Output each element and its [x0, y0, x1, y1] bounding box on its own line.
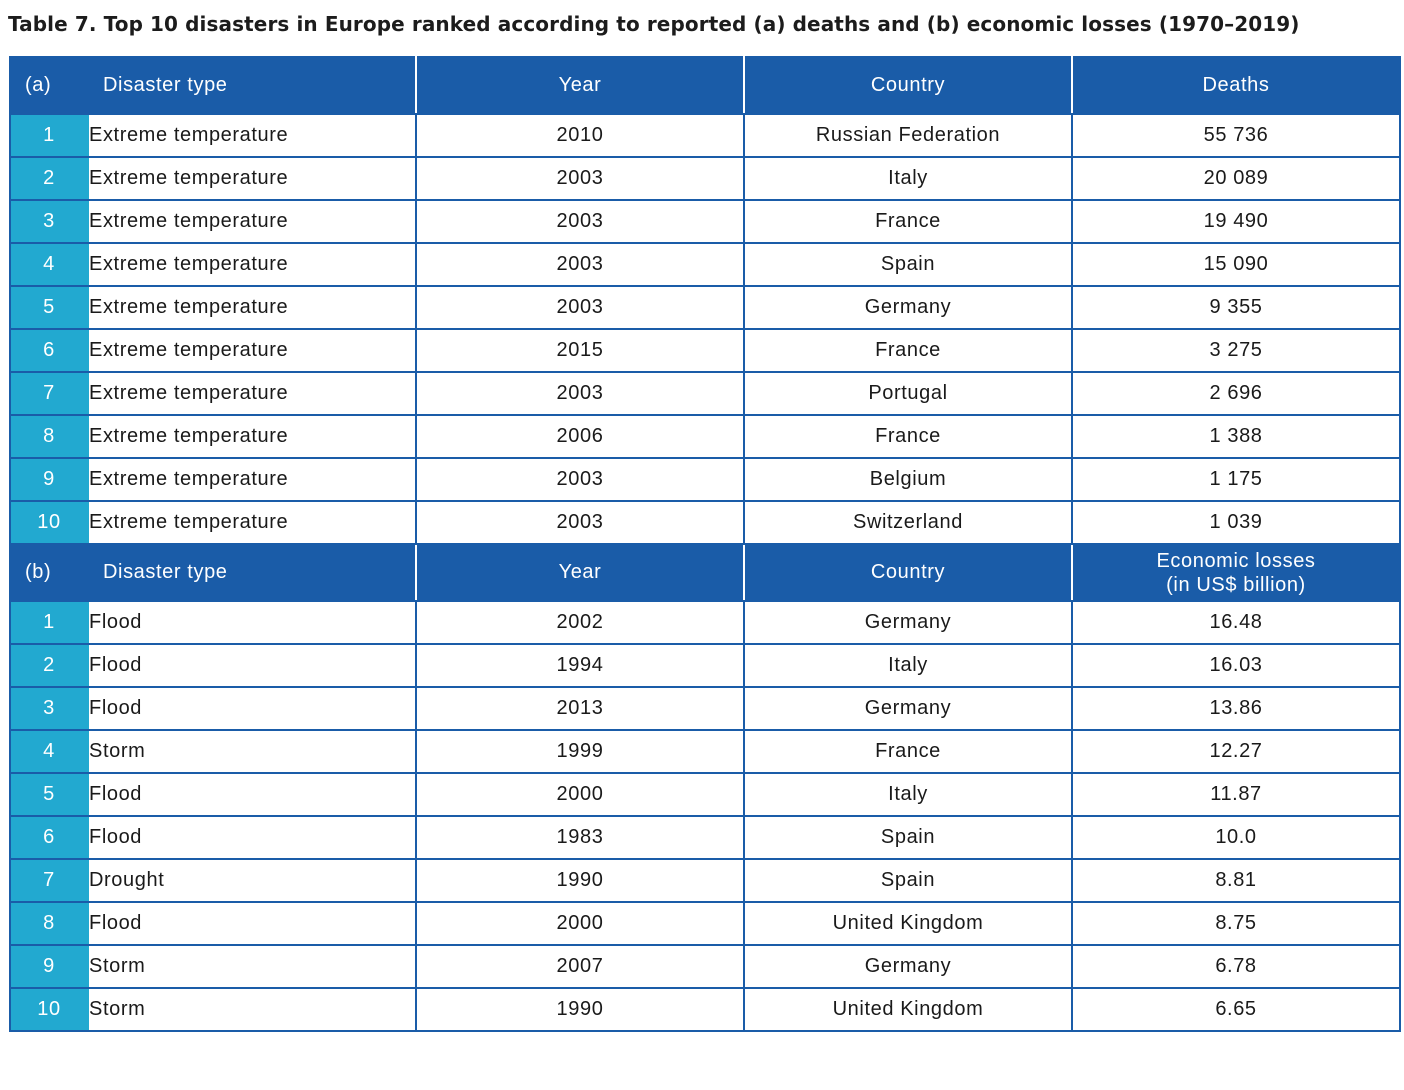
disaster-type-cell: Extreme temperature	[88, 372, 416, 415]
country-cell: France	[744, 415, 1072, 458]
header-economic-losses-line2: (in US$ billion)	[1166, 573, 1306, 596]
country-cell: Russian Federation	[744, 114, 1072, 157]
disaster-type-cell: Extreme temperature	[88, 200, 416, 243]
year-cell: 1983	[416, 816, 744, 859]
section-a-label: (a)	[10, 57, 88, 114]
disaster-type-cell: Flood	[88, 687, 416, 730]
year-cell: 2000	[416, 773, 744, 816]
country-cell: Spain	[744, 243, 1072, 286]
year-cell: 2003	[416, 458, 744, 501]
table-row	[10, 501, 1400, 544]
year-cell: 2003	[416, 243, 744, 286]
economic-losses-cell: 12.27	[1072, 730, 1400, 773]
year-cell: 2015	[416, 329, 744, 372]
header-disaster-type: Disaster type	[88, 544, 416, 601]
disaster-type-cell: Flood	[88, 902, 416, 945]
year-cell: 1994	[416, 644, 744, 687]
year-cell: 1999	[416, 730, 744, 773]
rank-cell: 4	[10, 730, 88, 773]
header-economic-losses-line1: Economic losses	[1156, 549, 1316, 572]
disaster-type-cell: Flood	[88, 816, 416, 859]
country-cell: Italy	[744, 644, 1072, 687]
section-a-body	[10, 57, 1400, 544]
country-cell: Germany	[744, 687, 1072, 730]
year-cell: 2002	[416, 601, 744, 644]
deaths-cell: 1 388	[1072, 415, 1400, 458]
disaster-type-cell: Extreme temperature	[88, 157, 416, 200]
table-row	[10, 730, 1400, 773]
header-country: Country	[744, 57, 1072, 114]
header-year: Year	[416, 544, 744, 601]
country-cell: Italy	[744, 157, 1072, 200]
table-title: Table 7. Top 10 disasters in Europe ranked according to reported (a) deaths and (b) economic losses (1970–2019)	[8, 12, 1300, 36]
rank-cell: 9	[10, 458, 88, 501]
year-cell: 1990	[416, 988, 744, 1031]
country-cell: Italy	[744, 773, 1072, 816]
disaster-type-cell: Drought	[88, 859, 416, 902]
table-row	[10, 644, 1400, 687]
table-row	[10, 816, 1400, 859]
disaster-type-cell: Extreme temperature	[88, 501, 416, 544]
deaths-cell: 9 355	[1072, 286, 1400, 329]
year-cell: 2003	[416, 157, 744, 200]
table-row	[10, 945, 1400, 988]
country-cell: Portugal	[744, 372, 1072, 415]
table-row	[10, 114, 1400, 157]
table-row	[10, 329, 1400, 372]
rank-cell: 4	[10, 243, 88, 286]
table-row	[10, 773, 1400, 816]
table-row	[10, 687, 1400, 730]
header-deaths: Deaths	[1072, 57, 1400, 114]
rank-cell: 2	[10, 644, 88, 687]
disasters-table	[9, 56, 1401, 1032]
country-cell: Switzerland	[744, 501, 1072, 544]
table-row	[10, 859, 1400, 902]
disaster-type-cell: Flood	[88, 644, 416, 687]
header-country: Country	[744, 544, 1072, 601]
disaster-type-cell: Storm	[88, 730, 416, 773]
deaths-cell: 19 490	[1072, 200, 1400, 243]
table-row	[10, 243, 1400, 286]
deaths-cell: 1 039	[1072, 501, 1400, 544]
rank-cell: 8	[10, 415, 88, 458]
table-row	[10, 458, 1400, 501]
economic-losses-cell: 11.87	[1072, 773, 1400, 816]
country-cell: United Kingdom	[744, 902, 1072, 945]
disaster-type-cell: Flood	[88, 601, 416, 644]
rank-cell: 7	[10, 859, 88, 902]
header-year: Year	[416, 57, 744, 114]
table-row	[10, 200, 1400, 243]
rank-cell: 1	[10, 114, 88, 157]
disaster-type-cell: Extreme temperature	[88, 329, 416, 372]
year-cell: 2003	[416, 372, 744, 415]
country-cell: Germany	[744, 286, 1072, 329]
rank-cell: 8	[10, 902, 88, 945]
rank-cell: 3	[10, 687, 88, 730]
table-row	[10, 286, 1400, 329]
header-disaster-type: Disaster type	[88, 57, 416, 114]
economic-losses-cell: 10.0	[1072, 816, 1400, 859]
country-cell: France	[744, 200, 1072, 243]
header-economic-losses	[1072, 544, 1400, 601]
section-b-label: (b)	[10, 544, 88, 601]
rank-cell: 7	[10, 372, 88, 415]
disaster-type-cell: Flood	[88, 773, 416, 816]
economic-losses-cell: 16.48	[1072, 601, 1400, 644]
section-b-body	[10, 544, 1400, 1031]
country-cell: United Kingdom	[744, 988, 1072, 1031]
rank-cell: 6	[10, 329, 88, 372]
disaster-type-cell: Storm	[88, 988, 416, 1031]
year-cell: 2003	[416, 286, 744, 329]
table-row	[10, 902, 1400, 945]
disaster-type-cell: Extreme temperature	[88, 415, 416, 458]
deaths-cell: 15 090	[1072, 243, 1400, 286]
country-cell: France	[744, 329, 1072, 372]
deaths-cell: 20 089	[1072, 157, 1400, 200]
disaster-type-cell: Extreme temperature	[88, 458, 416, 501]
economic-losses-cell: 8.81	[1072, 859, 1400, 902]
year-cell: 2003	[416, 200, 744, 243]
country-cell: Belgium	[744, 458, 1072, 501]
rank-cell: 9	[10, 945, 88, 988]
deaths-cell: 55 736	[1072, 114, 1400, 157]
economic-losses-cell: 6.78	[1072, 945, 1400, 988]
year-cell: 2000	[416, 902, 744, 945]
country-cell: France	[744, 730, 1072, 773]
table-row	[10, 415, 1400, 458]
country-cell: Spain	[744, 816, 1072, 859]
table-row	[10, 157, 1400, 200]
table-row	[10, 601, 1400, 644]
country-cell: Germany	[744, 601, 1072, 644]
rank-cell: 5	[10, 286, 88, 329]
section-a-header-row	[10, 57, 1400, 114]
disaster-type-cell: Extreme temperature	[88, 286, 416, 329]
table-row	[10, 372, 1400, 415]
year-cell: 1990	[416, 859, 744, 902]
rank-cell: 6	[10, 816, 88, 859]
section-b-header-row	[10, 544, 1400, 601]
deaths-cell: 1 175	[1072, 458, 1400, 501]
rank-cell: 3	[10, 200, 88, 243]
country-cell: Spain	[744, 859, 1072, 902]
rank-cell: 2	[10, 157, 88, 200]
year-cell: 2006	[416, 415, 744, 458]
year-cell: 2010	[416, 114, 744, 157]
disaster-type-cell: Storm	[88, 945, 416, 988]
year-cell: 2003	[416, 501, 744, 544]
deaths-cell: 2 696	[1072, 372, 1400, 415]
disaster-type-cell: Extreme temperature	[88, 114, 416, 157]
year-cell: 2007	[416, 945, 744, 988]
economic-losses-cell: 8.75	[1072, 902, 1400, 945]
economic-losses-cell: 13.86	[1072, 687, 1400, 730]
disaster-type-cell: Extreme temperature	[88, 243, 416, 286]
economic-losses-cell: 16.03	[1072, 644, 1400, 687]
deaths-cell: 3 275	[1072, 329, 1400, 372]
rank-cell: 5	[10, 773, 88, 816]
country-cell: Germany	[744, 945, 1072, 988]
economic-losses-cell: 6.65	[1072, 988, 1400, 1031]
table-row	[10, 988, 1400, 1031]
rank-cell: 10	[10, 988, 88, 1031]
rank-cell: 1	[10, 601, 88, 644]
rank-cell: 10	[10, 501, 88, 544]
year-cell: 2013	[416, 687, 744, 730]
